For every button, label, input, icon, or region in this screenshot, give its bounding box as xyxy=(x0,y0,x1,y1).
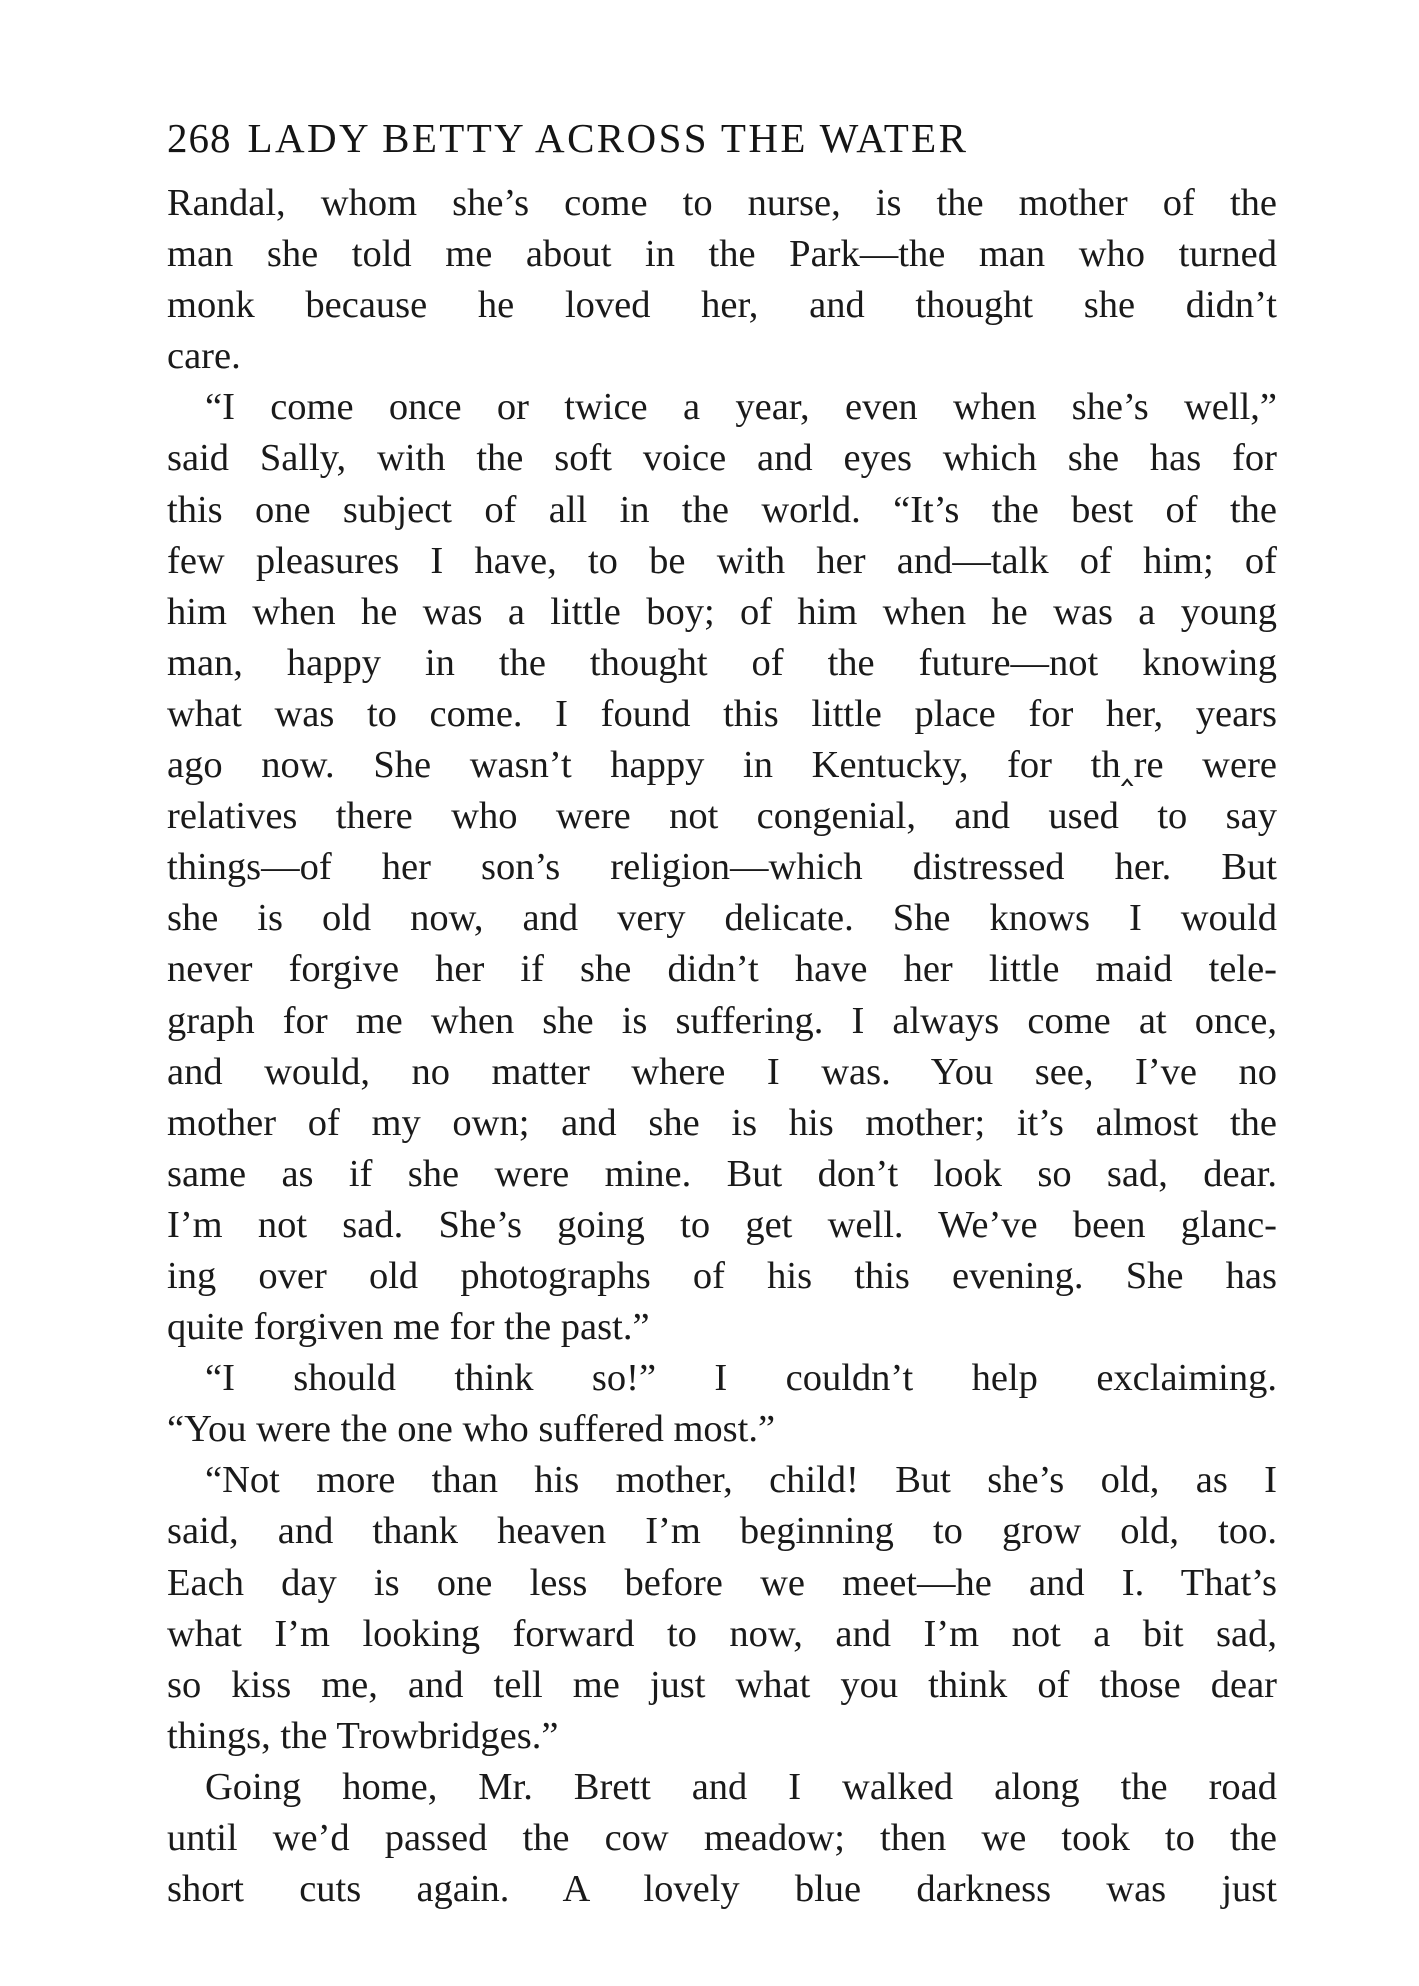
text-line: what I’m looking forward to now, and I’m not a bit sad, xyxy=(167,1612,1277,1655)
text-line: Each day is one less before we meet—he and I. That’s xyxy=(167,1561,1277,1604)
text-line: Randal, whom she’s come to nurse, is the mother of the xyxy=(167,182,1277,224)
running-title: LADY BETTY ACROSS THE WATER xyxy=(247,115,969,161)
text-line: things, the Trowbridges.” xyxy=(167,1714,559,1757)
text-line: ago now. She wasn’t happy in Kentucky, for th‸re were xyxy=(167,744,1277,787)
text-line: man, happy in the thought of the future—not knowing xyxy=(167,641,1277,684)
text-line: monk because he loved her, and thought she didn’t xyxy=(167,284,1277,327)
text-line: man she told me about in the Park—the man who turned xyxy=(167,233,1277,276)
text-line: short cuts again. A lovely blue darkness was just xyxy=(167,1868,1277,1911)
text-line: said, and thank heaven I’m beginning to grow old, too. xyxy=(167,1510,1277,1553)
text-line: “I should think so!” I couldn’t help exclaiming. xyxy=(205,1357,1277,1400)
text-line: graph for me when she is suffering. I always come at once, xyxy=(167,999,1277,1042)
page-header xyxy=(167,108,1267,168)
text-line: same as if she were mine. But don’t look so sad, dear. xyxy=(167,1152,1277,1195)
text-line: mother of my own; and she is his mother; it’s almost the xyxy=(167,1101,1277,1144)
text-line: him when he was a little boy; of him when he was a young xyxy=(167,590,1277,633)
text-line: care. xyxy=(167,335,241,378)
text-line: so kiss me, and tell me just what you think of those dear xyxy=(167,1663,1277,1706)
body-text xyxy=(167,178,1277,1915)
text-line: and would, no matter where I was. You see, I’ve no xyxy=(167,1050,1277,1093)
text-line: things—of her son’s religion—which distressed her. But xyxy=(167,846,1277,889)
text-line: relatives there who were not congenial, and used to say xyxy=(167,795,1277,838)
text-line: “I come once or twice a year, even when she’s well,” xyxy=(205,386,1277,429)
text-line: few pleasures I have, to be with her and—talk of him; of xyxy=(167,539,1277,582)
text-line: until we’d passed the cow meadow; then we took to the xyxy=(167,1817,1277,1859)
text-line: I’m not sad. She’s going to get well. We’ve been glanc- xyxy=(167,1203,1277,1246)
text-line: Going home, Mr. Brett and I walked along the road xyxy=(205,1765,1277,1808)
text-line: “Not more than his mother, child! But she’s old, as I xyxy=(205,1459,1277,1502)
text-line: never forgive her if she didn’t have her little maid tele- xyxy=(167,948,1277,991)
text-line: quite forgiven me for the past.” xyxy=(167,1306,650,1349)
text-line: ing over old photographs of his this evening. She has xyxy=(167,1254,1277,1297)
text-line: this one subject of all in the world. “It’s the best of the xyxy=(167,488,1277,531)
text-line: “You were the one who suffered most.” xyxy=(167,1408,776,1451)
text-line: said Sally, with the soft voice and eyes which she has for xyxy=(167,437,1277,480)
text-line: what was to come. I found this little place for her, years xyxy=(167,692,1277,735)
text-line: she is old now, and very delicate. She knows I would xyxy=(167,897,1277,940)
page-number: 268 xyxy=(167,115,232,161)
